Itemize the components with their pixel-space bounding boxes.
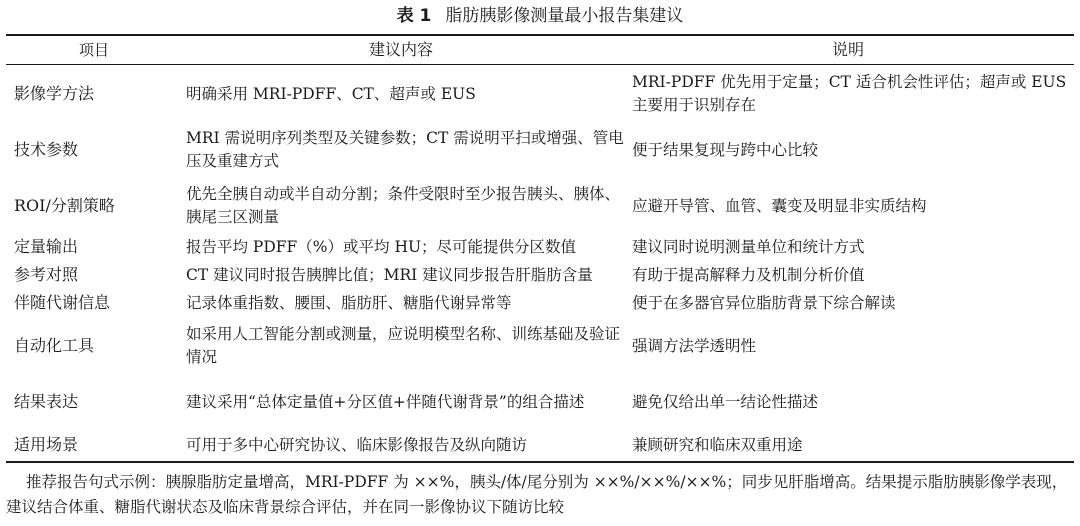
row-note: 避免仅给出单一结论性描述 <box>632 392 819 411</box>
row-advice: MRI 需说明序列类型及关键参数；CT 需说明平扫或增强、管电压及重建方式 <box>186 129 624 170</box>
table-row <box>6 262 1074 288</box>
row-item: 技术参数 <box>14 140 79 159</box>
table-footnote: 推荐报告句式示例：胰腺脂肪定量增高，MRI-PDFF 为 ××%，胰头/体/尾分别为 ××%/××%/××%；同步见肝脂增高。结果提示脂肪胰影像学表现，建议结合体重、糖脂代谢状态及临床背景综合评估，并在同一影像协议下随访比较 <box>6 473 1068 516</box>
row-advice: CT 建议同时报告胰脾比值；MRI 建议同步报告肝脂肪含量 <box>186 265 593 284</box>
column-header-advice: 建议内容 <box>368 40 433 59</box>
table-row <box>6 432 1074 458</box>
row-item: 伴随代谢信息 <box>14 293 111 312</box>
table-row <box>6 290 1074 316</box>
table-caption <box>0 4 1080 28</box>
row-note: 便于结果复现与跨中心比较 <box>632 140 819 159</box>
row-note: 有助于提高解释力及机制分析价值 <box>632 265 865 284</box>
row-note: 兼顾研究和临床双重用途 <box>632 435 803 454</box>
row-item: 影像学方法 <box>14 84 95 103</box>
row-advice: 优先全胰自动或半自动分割；条件受限时至少报告胰头、胰体、胰尾三区测量 <box>186 185 621 226</box>
row-note: 应避开导管、血管、囊变及明显非实质结构 <box>632 196 927 215</box>
row-advice: 报告平均 PDFF（%）或平均 HU；尽可能提供分区数值 <box>186 237 577 256</box>
column-header-item: 项目 <box>78 41 109 59</box>
column-header-note: 说明 <box>831 40 864 59</box>
table-row <box>6 124 1074 176</box>
row-advice: 记录体重指数、腰围、脂肪肝、糖脂代谢异常等 <box>186 293 512 312</box>
row-item: 结果表达 <box>14 392 79 411</box>
bottom-rule <box>6 461 1074 463</box>
row-item: 自动化工具 <box>14 336 95 355</box>
row-item: 适用场景 <box>14 435 79 454</box>
table-row <box>6 234 1074 260</box>
row-note: 强调方法学透明性 <box>632 336 757 355</box>
table-row <box>6 180 1074 232</box>
table-number: 表 1 <box>396 6 432 26</box>
row-advice: 明确采用 MRI-PDFF、CT、超声或 EUS <box>186 84 476 103</box>
header-rule <box>6 64 1074 65</box>
row-note: 建议同时说明测量单位和统计方式 <box>632 237 865 256</box>
row-note: 便于在多器官异位脂肪背景下综合解读 <box>632 293 896 312</box>
table-row <box>6 68 1074 120</box>
row-item: 参考对照 <box>14 265 79 284</box>
table-row <box>6 376 1074 428</box>
table-title: 脂肪胰影像测量最小报告集建议 <box>445 6 684 26</box>
row-item: ROI/分割策略 <box>14 196 115 215</box>
row-advice: 可用于多中心研究协议、临床影像报告及纵向随访 <box>186 435 528 454</box>
row-note: MRI-PDFF 优先用于定量；CT 适合机会性评估；超声或 EUS 主要用于识别存在 <box>632 73 1067 114</box>
row-advice: 如采用人工智能分割或测量，应说明模型名称、训练基础及验证情况 <box>186 325 621 366</box>
row-advice: 建议采用“总体定量值+分区值+伴随代谢背景”的组合描述 <box>186 392 585 411</box>
row-item: 定量输出 <box>14 237 79 256</box>
table-row <box>6 320 1074 372</box>
